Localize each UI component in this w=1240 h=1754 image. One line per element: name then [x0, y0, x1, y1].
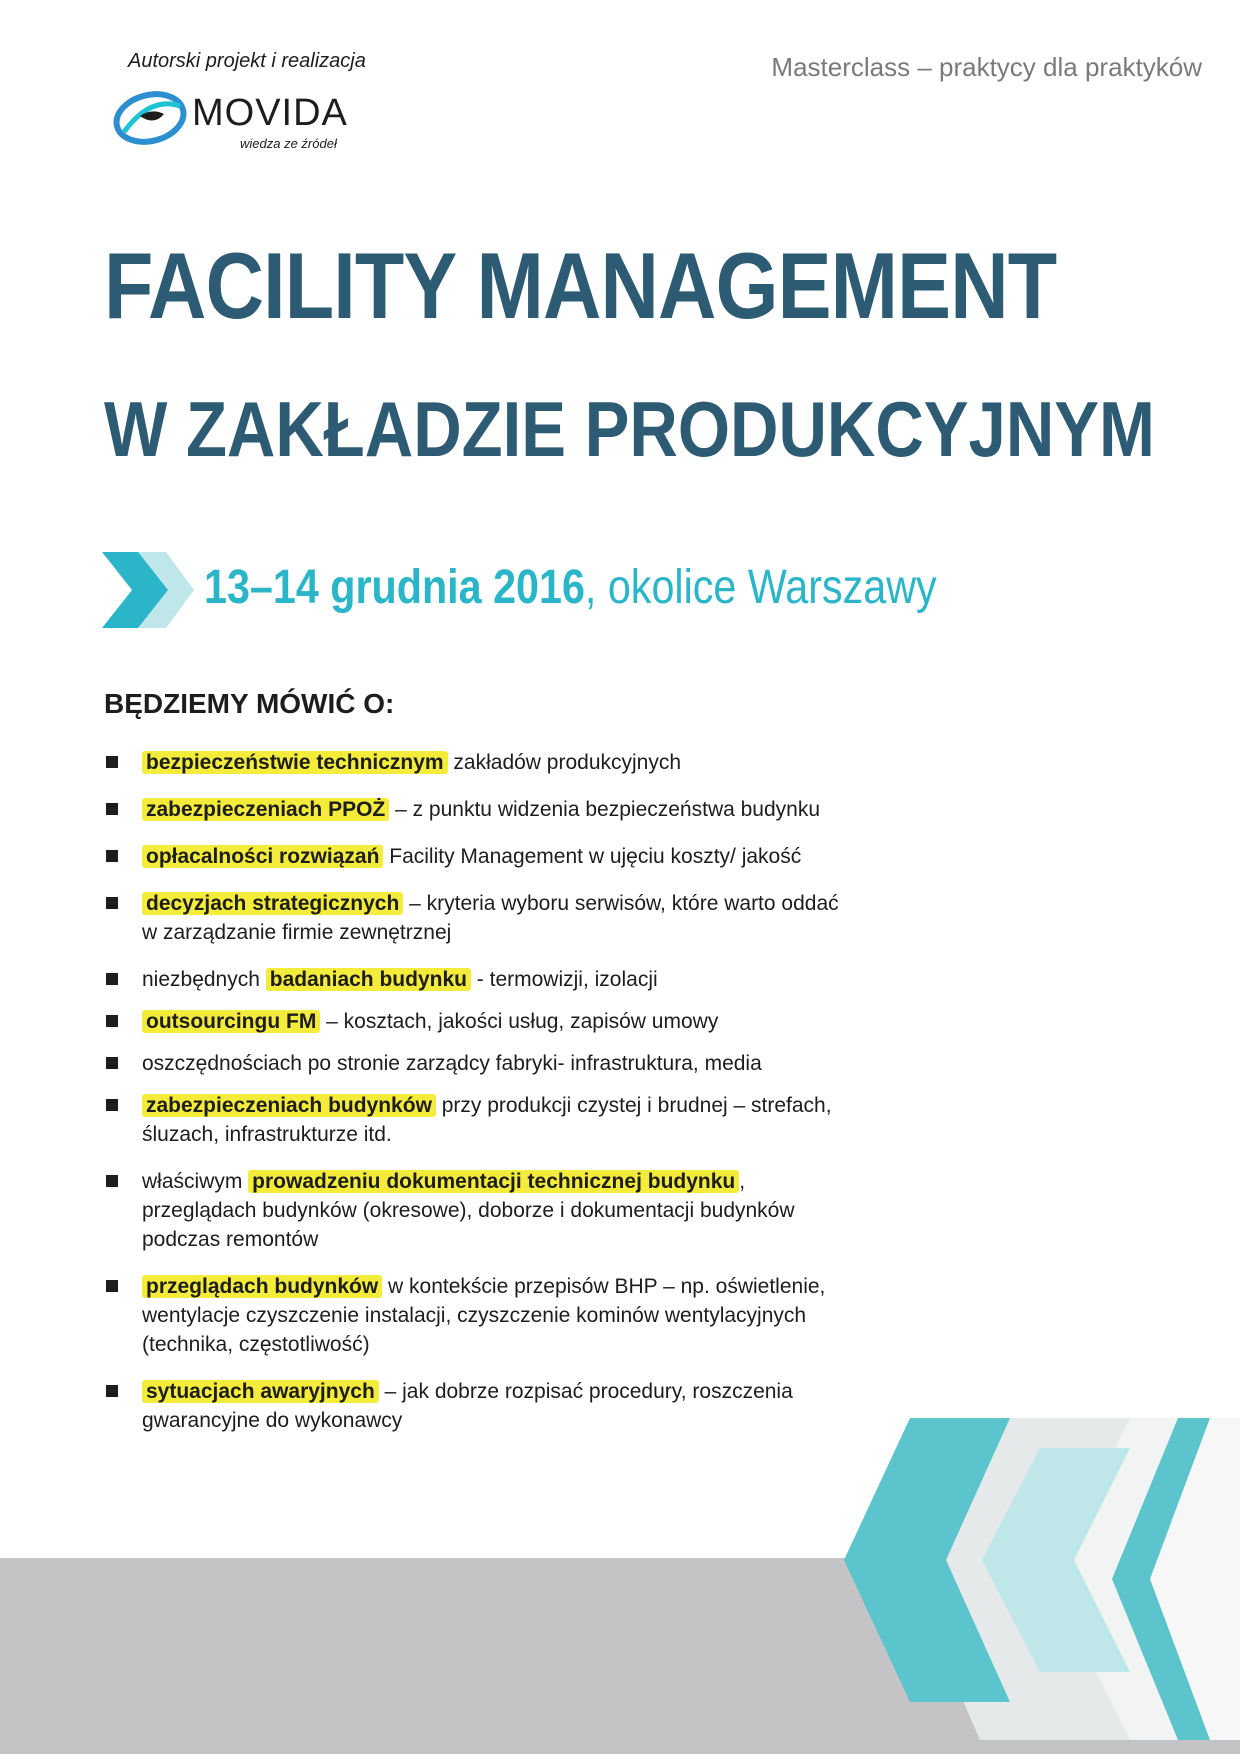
topic-highlight: sytuacjach awaryjnych	[142, 1380, 379, 1403]
list-item	[104, 889, 844, 947]
list-item	[104, 842, 844, 871]
topic-text-post: w kontekście przepisów BHP – np. oświetlenie, wentylacje czyszczenie instalacji, czyszczenie kominów wentylacyjnych (technika, częstotliwość)	[142, 1275, 826, 1356]
topic-highlight: outsourcingu FM	[142, 1010, 320, 1033]
movida-logo	[110, 88, 410, 156]
double-chevron-icon	[100, 552, 196, 628]
topic-highlight: prowadzeniu dokumentacji technicznej budynku	[248, 1170, 739, 1193]
topic-highlight: opłacalności rozwiązań	[142, 845, 383, 868]
title-line-1: FACILITY MANAGEMENT	[104, 233, 1057, 338]
topic-text-post: – z punktu widzenia bezpieczeństwa budynku	[389, 798, 821, 821]
topic-highlight: zabezpieczeniach PPOŻ	[142, 798, 389, 821]
bullet-square-icon	[106, 1099, 118, 1111]
event-date: 13–14 grudnia 2016	[204, 561, 585, 614]
topic-highlight: zabezpieczeniach budynków	[142, 1094, 436, 1117]
event-date-location	[204, 560, 937, 615]
bullet-square-icon	[106, 803, 118, 815]
list-item	[104, 1167, 844, 1254]
list-item	[104, 1091, 844, 1149]
topics-list	[104, 748, 844, 1453]
brand-caption: Autorski projekt i realizacja	[128, 50, 366, 72]
topic-text-post: , przeglądach budynków (okresowe), doborze i dokumentacji budynków podczas remontów	[142, 1170, 795, 1251]
topic-text-post: – kryteria wyboru serwisów, które warto oddać w zarządzanie firmie zewnętrznej	[142, 892, 839, 944]
bullet-square-icon	[106, 756, 118, 768]
bullet-square-icon	[106, 1385, 118, 1397]
bullet-square-icon	[106, 1175, 118, 1187]
topic-text-post: zakładów produkcyjnych	[447, 751, 682, 774]
header-tagline: Masterclass – praktycy dla praktyków	[771, 52, 1202, 82]
bullet-square-icon	[106, 1057, 118, 1069]
topic-text-post: - termowizji, izolacji	[470, 968, 658, 991]
list-item	[104, 1377, 844, 1435]
list-item	[104, 965, 844, 994]
section-heading: BĘDZIEMY MÓWIĆ O:	[104, 688, 395, 719]
topic-highlight: badaniach budynku	[266, 968, 471, 991]
bullet-square-icon	[106, 850, 118, 862]
bullet-square-icon	[106, 1280, 118, 1292]
topic-highlight: przeglądach budynków	[142, 1275, 382, 1298]
list-item	[104, 1007, 844, 1036]
bullet-square-icon	[106, 973, 118, 985]
topic-text-pre: oszczędnościach po stronie zarządcy fabryki- infrastruktura, media	[142, 1052, 762, 1075]
topic-text-pre: właściwym	[142, 1170, 249, 1193]
list-item	[104, 1049, 844, 1078]
logo-wordmark: MOVIDA	[192, 92, 348, 134]
logo-subline: wiedza ze źródeł	[240, 136, 337, 151]
event-location: , okolice Warszawy	[584, 561, 937, 614]
topic-highlight: decyzjach strategicznych	[142, 892, 403, 915]
topic-text-post: – jak dobrze rozpisać procedury, roszczenia gwarancyjne do wykonawcy	[142, 1380, 793, 1432]
list-item	[104, 795, 844, 824]
topic-text-post: Facility Management w ujęciu koszty/ jakość	[383, 845, 802, 868]
list-item	[104, 748, 844, 777]
list-item	[104, 1272, 844, 1359]
bullet-square-icon	[106, 897, 118, 909]
topic-text-post: przy produkcji czystej i brudnej – strefach, śluzach, infrastrukturze itd.	[142, 1094, 832, 1146]
topic-highlight: bezpieczeństwie technicznym	[142, 751, 448, 774]
title-line-2: W ZAKŁADZIE PRODUKCYJNYM	[104, 385, 1155, 473]
bullet-square-icon	[106, 1015, 118, 1027]
topic-text-pre: niezbędnych	[142, 968, 266, 991]
topic-text-post: – kosztach, jakości usług, zapisów umowy	[320, 1010, 719, 1033]
